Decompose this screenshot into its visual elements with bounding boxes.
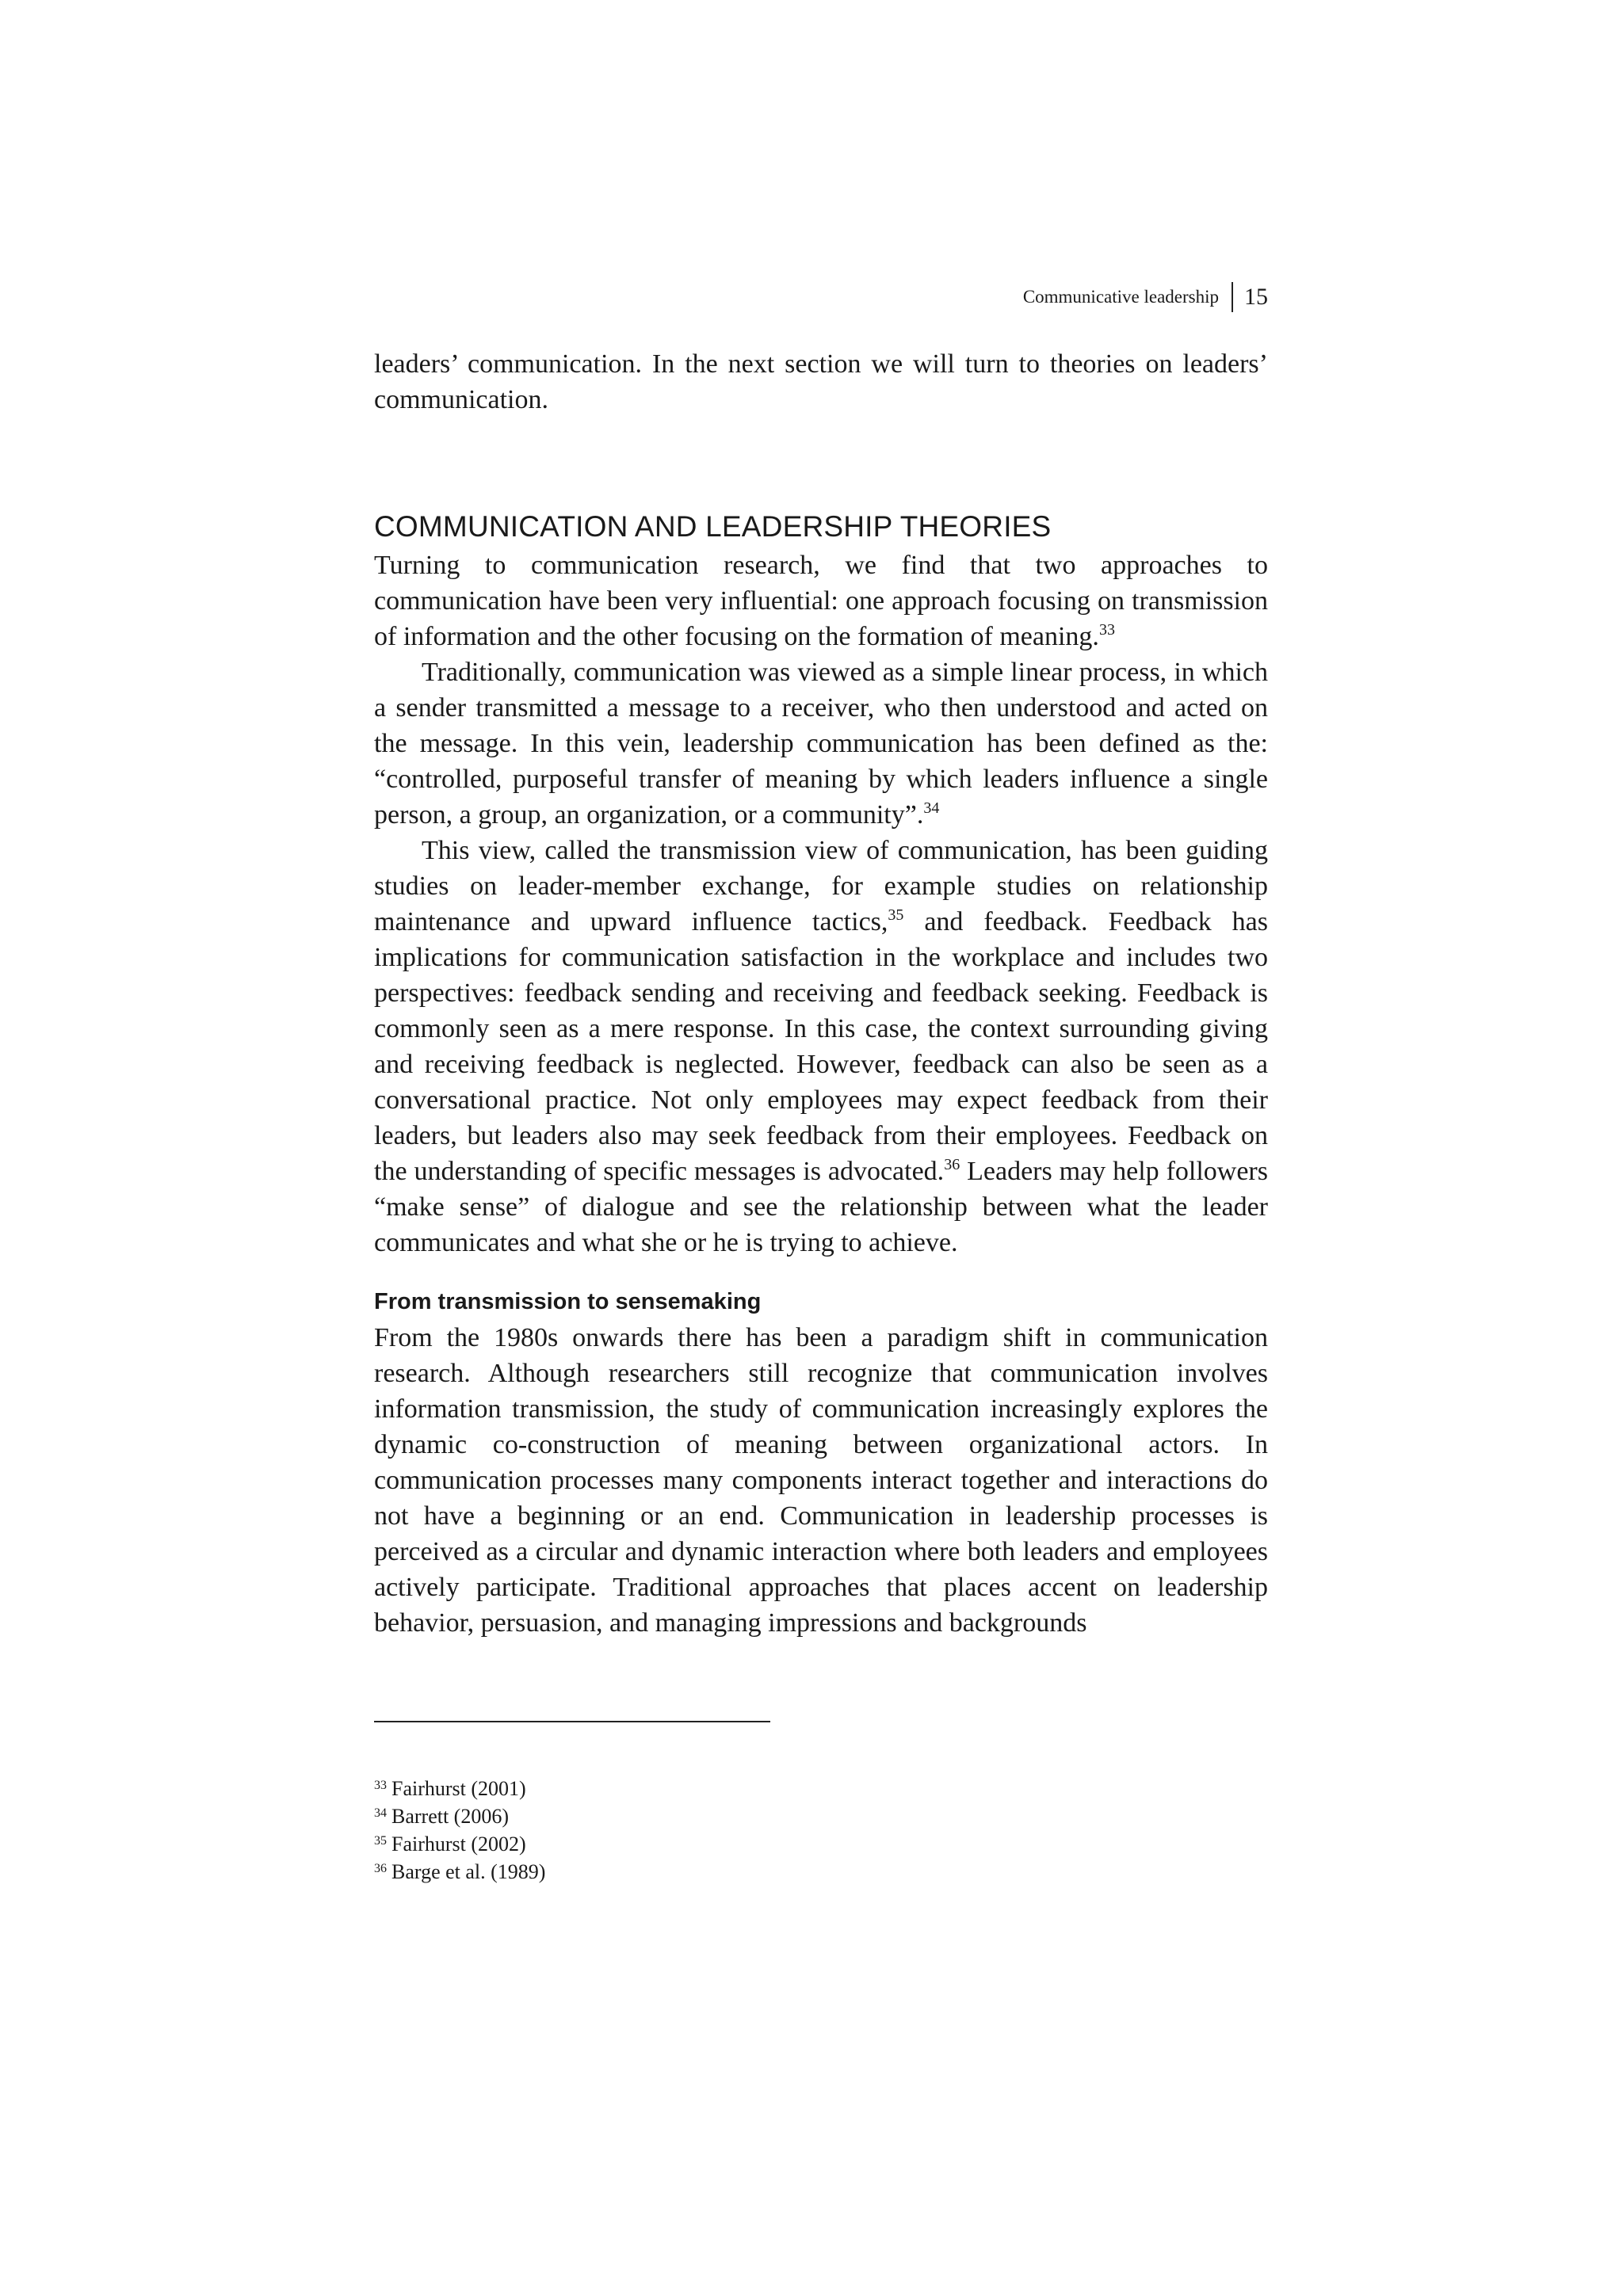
paragraph-3-text-a: This view, called the transmission view of communication, has been guiding studies on leader-member exchange, for example studies on relationship maintenance and upward influence tactics, (374, 836, 1268, 936)
paragraph-1-text: Turning to communication research, we find that two approaches to communication have been very influential: one approach focusing on transmission of information and the other focusing on the formation of meaning. (374, 551, 1268, 651)
intro-paragraph: leaders’ communication. In the next section we will turn to theories on leaders’ communication. (374, 349, 1268, 414)
footnote-number: 36 (374, 1862, 387, 1875)
subsection-heading: From transmission to sensemaking (374, 1289, 762, 1314)
paragraph-2-text: Traditionally, communication was viewed as a simple linear process, in which a sender transmitted a message to a receiver, who then understood and acted on the message. In this vein, leadership communication has been defined as the: “controlled, purposeful transfer of meaning by which leaders influence a single person, a group, an organization, or a community”. (374, 658, 1268, 830)
footnote-number: 35 (374, 1834, 387, 1848)
footnote-text: Barge et al. (1989) (391, 1860, 546, 1883)
paragraph-4: From the 1980s onwards there has been a paradigm shift in communication research. Although researchers still recognize that communication involves information transmission, the study of communication increasingly explores the dynamic co-construction of meaning between organizational actors. In communication processes many components interact together and interactions do not have a beginning or an end. Communication in leadership processes is perceived as a circular and dynamic interaction where both leaders and employees actively participate. Traditional approaches that places accent on leadership behavior, persuasion, and managing impressions and backgrounds (374, 1323, 1268, 1638)
footnote-divider (374, 1721, 770, 1722)
section-heading: COMMUNICATION AND LEADERSHIP THEORIES (374, 510, 1052, 543)
page-number: 15 (1244, 284, 1268, 310)
footnote-text: Fairhurst (2002) (391, 1833, 526, 1855)
footnote-ref-34[interactable]: 34 (923, 799, 940, 817)
footnote-ref-33[interactable]: 33 (1098, 621, 1115, 639)
footnote-text: Barrett (2006) (391, 1805, 510, 1828)
header-divider (1232, 282, 1233, 312)
footnote-text: Fairhurst (2001) (391, 1777, 526, 1800)
footnote-34 (374, 1802, 545, 1830)
footnote-ref-35[interactable]: 35 (888, 906, 904, 924)
paragraph-2 (374, 654, 1268, 833)
paragraph-1 (374, 547, 1268, 654)
footnote-36 (374, 1858, 545, 1886)
footnote-number: 34 (374, 1806, 387, 1820)
main-text (374, 346, 1268, 1641)
footnote-33 (374, 1775, 545, 1802)
paragraph-3-text-c: Leaders may help followers “make sense” of dialogue and see the relationship between what the leader communicates and what she or he is trying to achieve. (374, 1157, 1268, 1257)
footnote-35 (374, 1830, 545, 1858)
paragraph-3 (374, 833, 1268, 1261)
running-title: Communicative leadership (1022, 287, 1219, 307)
footnote-ref-36[interactable]: 36 (944, 1156, 960, 1173)
footnotes (374, 1775, 545, 1886)
footnote-number: 33 (374, 1779, 387, 1792)
running-header (1023, 282, 1268, 312)
paragraph-3-text-b: and feedback. Feedback has implications for communication satisfaction in the workplace and includes two perspectives: feedback sending and receiving and feedback seeking. Feedback is commonly seen as a mere response. In this case, the context surrounding giving and receiving feedback is neglected. However, feedback can also be seen as a conversational practice. Not only employees may expect feedback from their leaders, but leaders also may seek feedback from their employees. Feedback on the understanding of specific messages is advocated. (374, 907, 1268, 1186)
